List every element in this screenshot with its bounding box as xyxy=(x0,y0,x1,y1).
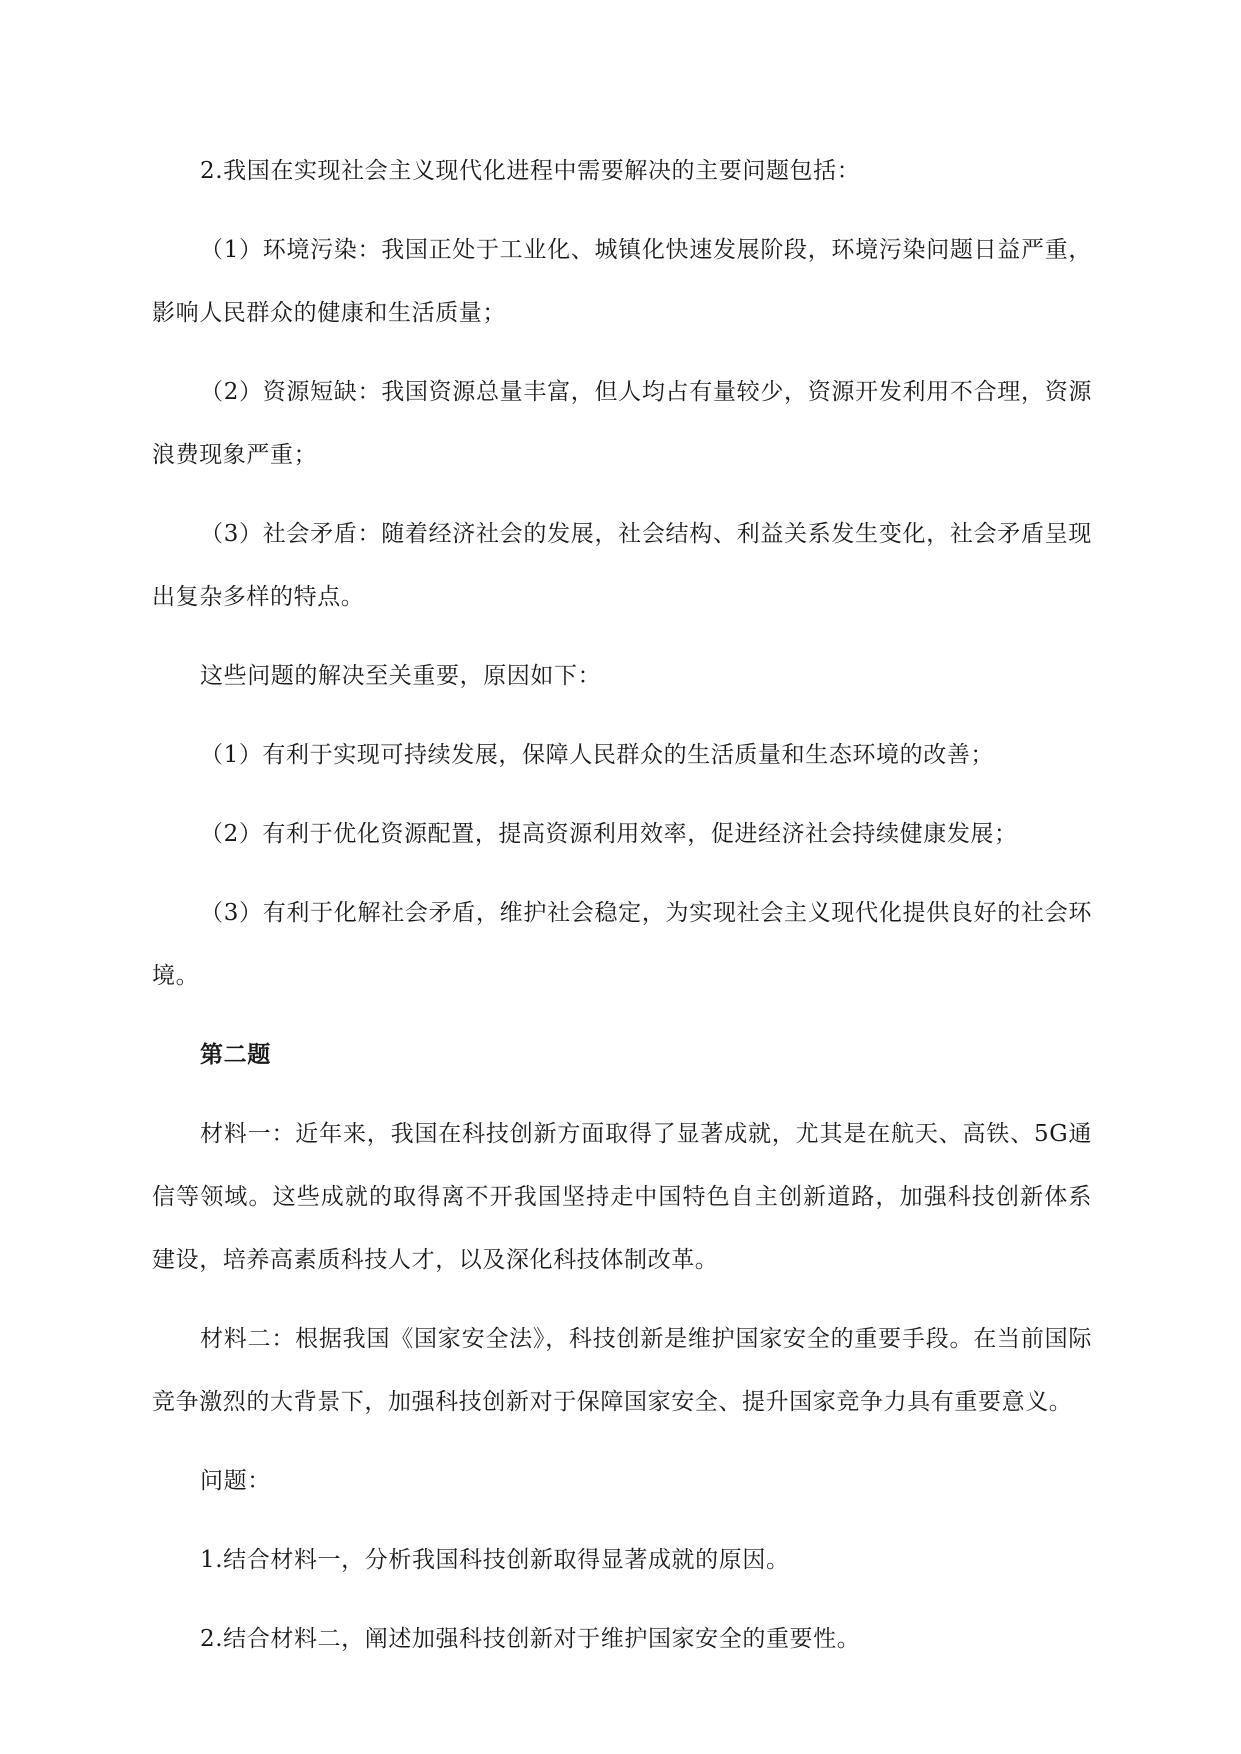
answer-intro: 2.我国在实现社会主义现代化进程中需要解决的主要问题包括： xyxy=(200,158,861,184)
reason-1: （1）有利于实现可持续发展，保障人民群众的生活质量和生态环境的改善； xyxy=(200,742,995,768)
document-body xyxy=(152,140,1092,1687)
question-1: 1.结合材料一，分析我国科技创新取得显著成就的原因。 xyxy=(200,1547,790,1573)
problem-social: （3）社会矛盾：随着经济社会的发展，社会结构、利益关系发生变化，社会矛盾呈现出复杂多样的特点。 xyxy=(152,521,1092,610)
material-2: 材料二：根据我国《国家安全法》，科技创新是维护国家安全的重要手段。在当前国际竞争激烈的大背景下，加强科技创新对于保障国家安全、提升国家竞争力具有重要意义。 xyxy=(152,1326,1092,1415)
questions-label: 问题： xyxy=(200,1468,271,1494)
problem-environment: （1）环境污染：我国正处于工业化、城镇化快速发展阶段，环境污染问题日益严重，影响人民群众的健康和生活质量； xyxy=(152,237,1092,326)
material-1: 材料一：近年来，我国在科技创新方面取得了显著成就，尤其是在航天、高铁、5G通信等领域。这些成就的取得离不开我国坚持走中国特色自主创新道路，加强科技创新体系建设，培养高素质科技人才，以及深化科技体制改革。 xyxy=(152,1121,1092,1273)
question-2: 2.结合材料二，阐述加强科技创新对于维护国家安全的重要性。 xyxy=(200,1626,861,1652)
question-heading: 第二题 xyxy=(200,1042,271,1068)
reasons-intro: 这些问题的解决至关重要，原因如下： xyxy=(200,663,602,689)
problem-resources: （2）资源短缺：我国资源总量丰富，但人均占有量较少，资源开发利用不合理，资源浪费现象严重； xyxy=(152,379,1092,468)
reason-2: （2）有利于优化资源配置，提高资源利用效率，促进经济社会持续健康发展； xyxy=(200,821,1018,847)
reason-3: （3）有利于化解社会矛盾，维护社会稳定，为实现社会主义现代化提供良好的社会环境。 xyxy=(152,900,1092,989)
